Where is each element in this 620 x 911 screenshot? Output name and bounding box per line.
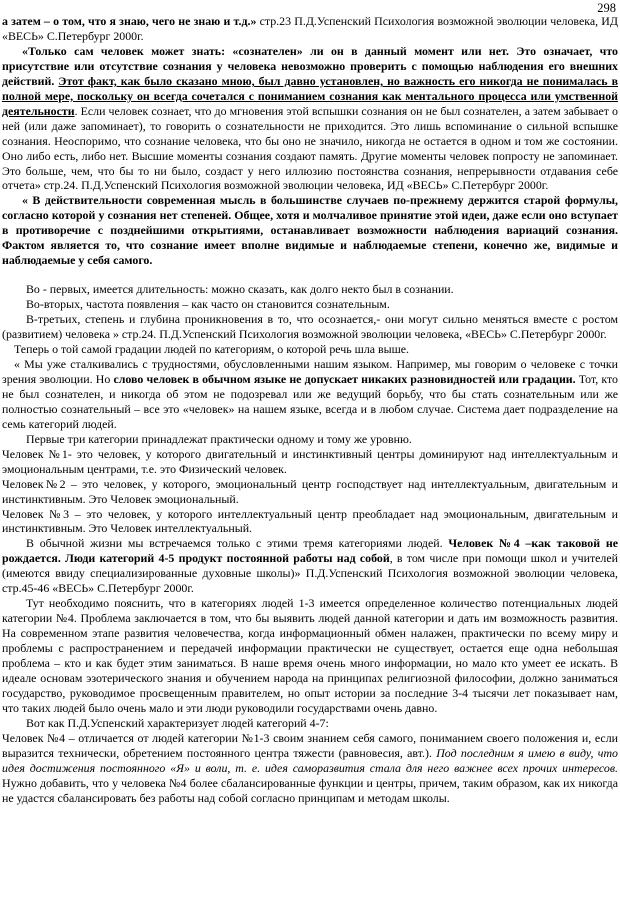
body-text: В обычной жизни мы встречаемся только с этими тремя категориями людей. xyxy=(26,536,449,551)
paragraph-first-three: Первые три категории принадлежат практически одному и тому же уровню. xyxy=(26,431,412,446)
paragraph-degrees-of-consciousness xyxy=(2,193,618,268)
paragraph-duration: Во - первых, имеется длительность: можно сказать, как долго некто был в сознании. xyxy=(26,282,454,297)
document-body xyxy=(2,14,618,806)
paragraph-man-4-birth xyxy=(2,536,618,596)
paragraph-man-3: Человек №3 – это человек, у которого интеллектуальный центр преобладает над эмоциональным, двигательным и инстинктивным. Это Человек интеллектуальный. xyxy=(2,506,618,536)
body-text: Человек №4 – отличается от людей категории №1-3 своим знанием себя самого, пониманием своего положения и, если выразится технически, обретением постоянного центра тяжести (равновесия, авт.). xyxy=(2,730,618,760)
body-text: « Мы уже сталкивались с трудностями, обусловленными нашим языком. Например, мы говорим о человеке с точки зрения эволюции. Но xyxy=(2,356,618,386)
paragraph-consciousness xyxy=(2,44,618,194)
paragraph-language xyxy=(2,357,618,432)
italic-text: Под последним я имею в виду, что идея достижения постоянного «Я» и воли, т. е. идея саморазвития стала для него важнее всех прочих интересов. xyxy=(2,745,618,775)
paragraph-man-4 xyxy=(2,731,618,806)
paragraph-uspensky-intro: Вот как П.Д.Успенский характеризует людей категорий 4-7: xyxy=(26,715,329,730)
paragraph-depth: В-третьих, степень и глубина проникновения в то, что осознается,- они могут сильно меняться вместе с ростом (развитием) человека » стр.24. П.Д.Успенский Психология возможной эволюции человека, «ВЕСЬ» С.Петербург 2000г. xyxy=(2,312,618,342)
bold-text: Человек №4 –как таковой не рождается. Люди категорий 4-5 продукт постоянной работы над собой xyxy=(2,536,618,566)
paragraph-explanation: Тут необходимо пояснить, что в категориях людей 1-3 имеется определенное количество потенциальных людей категории №4. Проблема заключается в том, что бы выявить людей данной категории и дать им возможность развития. На современном этапе развития человечества, когда информационный обмен налажен, практически по всему миру и проблемы с распространением и передачей информации практически не существует, остается еще одна небольшая проблема – кто и как будет этим заниматься. В наше время очень много информации, но мало кто умеет ее искать. В идеале основам эзотерического знания и обучением народа на принципах религиозной философии, должно заниматься государство, руководимое просвещенным правителем, но опыт истории за последние 3-4 тысячи лет показывает нам, что таких людей было очень мало и эти люди руководили государствами очень давно. xyxy=(2,596,618,715)
body-text: . Если человек сознает, что до мгновения этой вспышки сознания он не был сознателен, а затем забывает о ней (или даже запоминает), то говорить о сознательности не приходится. Это лишь вспоминание о сильной вспышке сознания. Неоспоримо, что сознание человека, что бы оно не значило, никогда не остается в одном и том же состоянии. Оно либо есть, либо нет. Высшие моменты сознания создают память. Другие моменты человек попросту не запоминает. Это больше, чем, что бы то ни было, создаст у него иллюзию постоянства сознания, непрерывности отдавания себе отчета» стр.24. П.Д.Успенский Психология возможной эволюции человека, ИД «ВЕСЬ» С.Петербург 2000г. xyxy=(2,103,618,193)
bold-text: слово человек в обычном языке не допускает никаких разновидностей или градации. xyxy=(113,371,576,386)
body-text: , в том числе при помощи школ и учителей (имеются ввиду специализированные духовные школы)» П.Д.Успенский Психология возможной эволюции человека, стр.45-46 «ВЕСЬ» С.Петербург 2000г. xyxy=(2,551,618,596)
paragraph-quote-ending xyxy=(2,14,618,44)
bold-text: «Только сам человек может знать: «сознателен» ли он в данный момент или нет. Это означает, что присутствие или отсутствие сознания у человека невозможно проверить с помощью наблюдения его внешних действий. xyxy=(2,43,618,88)
bold-text: а затем – о том, что я знаю, чего не знаю и т.д.» xyxy=(2,14,257,28)
paragraph-gradation: Теперь о той самой градации людей по категориям, о которой речь шла выше. xyxy=(14,342,410,357)
paragraph-man-2: Человек№2 – это человек, у которого, эмоциональный центр господствует над интеллектуальным, двигательным и инстинктивным. Это Человек эмоциональный. xyxy=(2,476,618,506)
body-text: Тот, кто не был сознателен, и никогда об этом не подозревал или же ведущий борьбу, что бы стать сознательным или же полностью сознательный – все это «человек» на нашем языке, всегда и в любом случае. Система дает подразделение на семь категорий людей. xyxy=(2,371,618,431)
citation-text: стр.23 П.Д.Успенский Психология возможной эволюции человека, ИД «ВЕСЬ» С.Петербург 2000г. xyxy=(2,14,619,43)
page-number: 298 xyxy=(597,1,616,15)
bold-text: « В действительности современная мысль в большинстве случаев по-прежнему держится старой формулы, согласно которой у сознания нет степеней. Общее, хотя и молчаливое принятие этой идеи, даже если оно вступает в противоречие с позднейшими открытиями, останавливает возможности наблюдения вариаций сознания. Фактом является то, что сознание имеет вполне видимые и наблюдаемые степени, конечно же, видимые и наблюдаемые у себя самого. xyxy=(2,193,618,268)
paragraph-man-1: Человек №1- это человек, у которого двигательный и инстинктивный центры доминируют над интеллектуальным и эмоциональным центрами, т.е. это Физический человек. xyxy=(2,446,618,476)
body-text: Нужно добавить, что у человека №4 более сбалансированные функции и центры, причем, таким образом, как их никогда не удастся сбалансировать без работы над собой согласно принципам и методам школы. xyxy=(2,775,618,805)
bold-underlined-text: Этот факт, как было сказано мною, был давно установлен, но важность его никогда не понималась в полной мере, поскольку он всегда сочетался с пониманием сознания как ментального процесса или умственной деятельности xyxy=(2,73,618,118)
paragraph-frequency: Во-вторых, частота появления – как часто он становится сознательным. xyxy=(26,297,390,312)
